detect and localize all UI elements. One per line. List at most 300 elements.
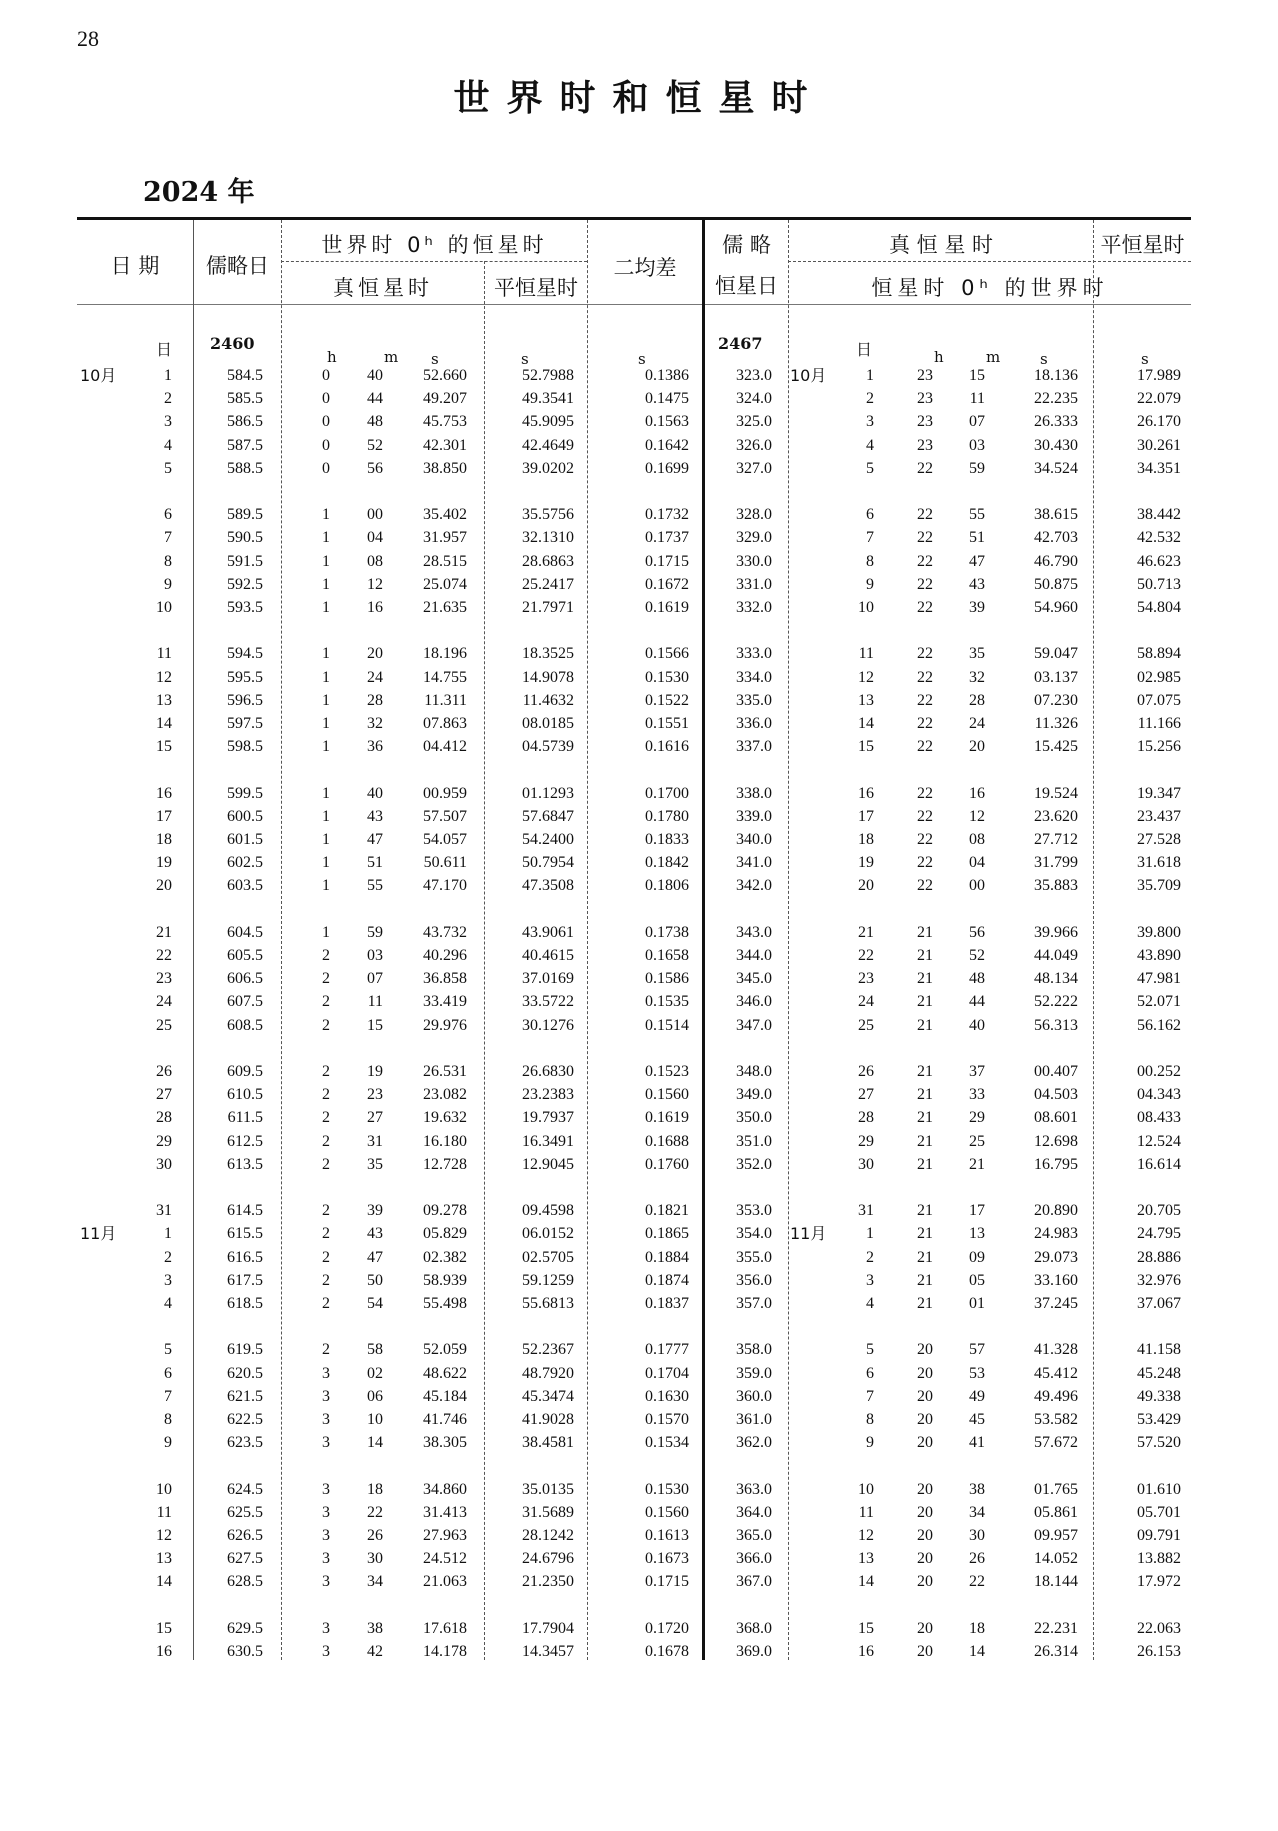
- cell-jd: 621.5: [227, 1387, 263, 1405]
- cell-uh: 23: [917, 413, 933, 431]
- cell-ms: 32.976: [1137, 1271, 1181, 1289]
- cell-ms: 16.614: [1137, 1155, 1181, 1173]
- cell-eq: 0.1737: [645, 529, 689, 547]
- cell-h: 2: [322, 1225, 330, 1243]
- cell-us: 16.795: [1034, 1155, 1078, 1173]
- cell-jd: 612.5: [227, 1132, 263, 1150]
- cell-day: 25: [156, 1016, 172, 1034]
- cell-h: 0: [322, 413, 330, 431]
- cell-s: 38.850: [423, 459, 467, 477]
- cell-ms: 22.079: [1137, 390, 1181, 408]
- cell-day: 12: [156, 1527, 172, 1544]
- table-row: [0, 828, 1278, 852]
- cell-day: 16: [156, 784, 172, 802]
- cell-uh: 22: [917, 668, 933, 686]
- cell-s: 58.939: [423, 1271, 467, 1289]
- cell-mean: 49.3541: [522, 390, 574, 408]
- cell-day: 27: [156, 1086, 172, 1104]
- cell-m: 58: [367, 1341, 383, 1359]
- cell-m: 47: [367, 1248, 383, 1266]
- cell-ms: 41.158: [1137, 1341, 1181, 1359]
- cell-um: 14: [969, 1643, 985, 1660]
- cell-day: 13: [156, 1550, 172, 1568]
- sub-jd-base: 2460: [210, 334, 255, 353]
- cell-mean: 17.7904: [522, 1619, 574, 1637]
- cell-day2: 9: [866, 575, 874, 593]
- cell-day: 9: [164, 575, 172, 593]
- page-title: 世界时和恒星时: [453, 78, 825, 119]
- cell-uh: 22: [917, 506, 933, 524]
- header-mean-sidereal-time: 平恒星时: [1100, 233, 1185, 257]
- cell-h: 1: [322, 506, 330, 524]
- cell-day2: 17: [858, 807, 874, 825]
- cell-jd: 598.5: [227, 738, 263, 756]
- cell-s: 14.178: [423, 1643, 467, 1660]
- cell-us: 35.883: [1034, 877, 1078, 895]
- cell-um: 52: [969, 947, 985, 964]
- cell-day: 1: [164, 1225, 172, 1243]
- cell-day: 16: [156, 1643, 172, 1660]
- cell-h: 3: [322, 1387, 330, 1405]
- cell-um: 08: [969, 831, 985, 848]
- cell-ms: 57.520: [1137, 1434, 1181, 1452]
- cell-ms: 58.894: [1137, 645, 1181, 663]
- cell-uh: 21: [917, 970, 933, 988]
- table-row: [0, 666, 1278, 690]
- cell-eq: 0.1821: [645, 1202, 689, 1220]
- cell-jd: 619.5: [227, 1341, 263, 1359]
- cell-mean: 40.4615: [522, 947, 574, 964]
- table-row: [0, 1547, 1278, 1571]
- cell-eq: 0.1715: [645, 552, 689, 570]
- table-row: [0, 1570, 1278, 1594]
- cell-s: 31.957: [423, 529, 467, 547]
- cell-us: 54.960: [1034, 599, 1078, 616]
- cell-s: 25.074: [423, 575, 467, 593]
- cell-jsd: 330.0: [736, 552, 772, 570]
- cell-day: 7: [164, 1387, 172, 1405]
- cell-m: 06: [367, 1387, 383, 1405]
- cell-m: 02: [367, 1364, 383, 1382]
- table-row: [0, 1501, 1278, 1525]
- cell-jsd: 369.0: [736, 1643, 772, 1660]
- table-row: [0, 1431, 1278, 1455]
- cell-jsd: 351.0: [736, 1132, 772, 1150]
- cell-m2: 11月: [790, 1224, 827, 1244]
- cell-um: 44: [969, 993, 985, 1011]
- cell-jsd: 367.0: [736, 1573, 772, 1591]
- cell-h: 2: [322, 1295, 330, 1312]
- table-row: [0, 712, 1278, 736]
- cell-mean: 04.5739: [522, 738, 574, 756]
- cell-day: 15: [156, 1619, 172, 1637]
- cell-us: 34.524: [1034, 459, 1078, 477]
- cell-day2: 3: [866, 413, 874, 431]
- table-row: [0, 387, 1278, 411]
- cell-h: 2: [322, 1155, 330, 1173]
- cell-h: 1: [322, 715, 330, 732]
- cell-eq: 0.1874: [645, 1271, 689, 1289]
- cell-day: 28: [156, 1109, 172, 1127]
- cell-day2: 15: [858, 1619, 874, 1637]
- cell-jd: 591.5: [227, 552, 263, 570]
- table-row: [0, 642, 1278, 666]
- cell-us: 30.430: [1034, 436, 1078, 454]
- cell-day: 30: [156, 1155, 172, 1173]
- cell-day: 13: [156, 691, 172, 709]
- cell-eq: 0.1658: [645, 947, 689, 964]
- cell-ms: 42.532: [1137, 529, 1181, 547]
- cell-day: 2: [164, 390, 172, 408]
- cell-jd: 615.5: [227, 1225, 263, 1243]
- table-row: [0, 1338, 1278, 1362]
- cell-m: 28: [367, 691, 383, 709]
- cell-m: 48: [367, 413, 383, 431]
- header-true-sidereal: 真恒星时: [333, 276, 433, 300]
- cell-s: 21.635: [423, 599, 467, 616]
- cell-ms: 26.170: [1137, 413, 1181, 431]
- cell-mean: 14.9078: [522, 668, 574, 686]
- cell-jsd: 355.0: [736, 1248, 772, 1266]
- cell-m: 42: [367, 1643, 383, 1660]
- cell-m: 40: [367, 784, 383, 802]
- cell-day2: 3: [866, 1271, 874, 1289]
- cell-jd: 609.5: [227, 1063, 263, 1080]
- cell-mean: 28.6863: [522, 552, 574, 570]
- table-row: [0, 1269, 1278, 1293]
- cell-m: 24: [367, 668, 383, 686]
- cell-h: 1: [322, 784, 330, 802]
- cell-m: 50: [367, 1271, 383, 1289]
- cell-day: 23: [156, 970, 172, 988]
- cell-jsd: 360.0: [736, 1387, 772, 1405]
- cell-jd: 623.5: [227, 1434, 263, 1452]
- cell-ms: 53.429: [1137, 1411, 1181, 1428]
- cell-m: 26: [367, 1527, 383, 1544]
- cell-h: 3: [322, 1434, 330, 1452]
- cell-eq: 0.1732: [645, 506, 689, 524]
- cell-h: 1: [322, 691, 330, 709]
- cell-us: 41.328: [1034, 1341, 1078, 1359]
- cell-day: 12: [156, 668, 172, 686]
- cell-um: 37: [969, 1063, 985, 1080]
- cell-day2: 20: [858, 877, 874, 895]
- cell-jd: 605.5: [227, 947, 263, 964]
- cell-m: 40: [367, 367, 383, 384]
- cell-day2: 9: [866, 1434, 874, 1452]
- cell-day: 15: [156, 738, 172, 756]
- cell-eq: 0.1551: [645, 715, 689, 732]
- cell-h: 3: [322, 1364, 330, 1382]
- sub-m: m: [986, 348, 1001, 366]
- cell-um: 56: [969, 923, 985, 941]
- table-row: [0, 1524, 1278, 1548]
- cell-day: 9: [164, 1434, 172, 1452]
- cell-jsd: 341.0: [736, 854, 772, 872]
- cell-eq: 0.1630: [645, 1387, 689, 1405]
- cell-us: 05.861: [1034, 1503, 1078, 1521]
- cell-eq: 0.1672: [645, 575, 689, 593]
- cell-um: 09: [969, 1248, 985, 1266]
- cell-mean: 32.1310: [522, 529, 574, 547]
- table-row: [0, 1060, 1278, 1084]
- cell-uh: 20: [917, 1527, 933, 1544]
- table-row: [0, 1014, 1278, 1038]
- cell-h: 1: [322, 529, 330, 547]
- cell-ms: 15.256: [1137, 738, 1181, 756]
- cell-mean: 01.1293: [522, 784, 574, 802]
- cell-m: 18: [367, 1480, 383, 1498]
- cell-day2: 13: [858, 691, 874, 709]
- cell-us: 38.615: [1034, 506, 1078, 524]
- cell-eq: 0.1642: [645, 436, 689, 454]
- cell-m: 30: [367, 1550, 383, 1568]
- table-row: [0, 364, 1278, 388]
- cell-eq: 0.1780: [645, 807, 689, 825]
- cell-day2: 7: [866, 1387, 874, 1405]
- cell-us: 03.137: [1034, 668, 1078, 686]
- cell-m: 19: [367, 1063, 383, 1080]
- cell-jd: 589.5: [227, 506, 263, 524]
- table-row: [0, 1130, 1278, 1154]
- cell-us: 57.672: [1034, 1434, 1078, 1452]
- cell-uh: 21: [917, 1063, 933, 1080]
- cell-ms: 46.623: [1137, 552, 1181, 570]
- cell-h: 2: [322, 970, 330, 988]
- cell-ms: 34.351: [1137, 459, 1181, 477]
- cell-m: 22: [367, 1503, 383, 1521]
- cell-us: 37.245: [1034, 1295, 1078, 1312]
- cell-us: 11.326: [1034, 715, 1078, 732]
- page-number: 28: [77, 26, 99, 51]
- cell-eq: 0.1884: [645, 1248, 689, 1266]
- cell-uh: 22: [917, 599, 933, 616]
- cell-m: 56: [367, 459, 383, 477]
- cell-s: 55.498: [423, 1295, 467, 1312]
- cell-um: 22: [969, 1573, 985, 1591]
- cell-day2: 5: [866, 459, 874, 477]
- cell-us: 44.049: [1034, 947, 1078, 964]
- cell-uh: 20: [917, 1364, 933, 1382]
- cell-ms: 26.153: [1137, 1643, 1181, 1660]
- cell-um: 15: [969, 367, 985, 384]
- cell-mean: 43.9061: [522, 923, 574, 941]
- table-row: [0, 596, 1278, 620]
- cell-day: 3: [164, 413, 172, 431]
- cell-uh: 22: [917, 831, 933, 848]
- table-row: [0, 1222, 1278, 1246]
- cell-jsd: 324.0: [736, 390, 772, 408]
- cell-jsd: 346.0: [736, 993, 772, 1011]
- header-equation: 二均差: [613, 256, 677, 280]
- table-row: [0, 921, 1278, 945]
- cell-us: 18.136: [1034, 367, 1078, 384]
- cell-eq: 0.1563: [645, 413, 689, 431]
- cell-day: 8: [164, 552, 172, 570]
- cell-m: 43: [367, 1225, 383, 1243]
- cell-m: 12: [367, 575, 383, 593]
- cell-ms: 17.972: [1137, 1573, 1181, 1591]
- cell-jsd: 332.0: [736, 599, 772, 616]
- cell-jsd: 340.0: [736, 831, 772, 848]
- cell-mean: 50.7954: [522, 854, 574, 872]
- cell-us: 42.703: [1034, 529, 1078, 547]
- cell-h: 2: [322, 947, 330, 964]
- cell-day: 24: [156, 993, 172, 1011]
- cell-us: 33.160: [1034, 1271, 1078, 1289]
- cell-day: 18: [156, 831, 172, 848]
- cell-jsd: 328.0: [736, 506, 772, 524]
- cell-ms: 13.882: [1137, 1550, 1181, 1568]
- cell-ms: 08.433: [1137, 1109, 1181, 1127]
- cell-um: 53: [969, 1364, 985, 1382]
- cell-day2: 8: [866, 1411, 874, 1428]
- cell-um: 32: [969, 668, 985, 686]
- cell-mean: 25.2417: [522, 575, 574, 593]
- cell-uh: 20: [917, 1503, 933, 1521]
- cell-ms: 35.709: [1137, 877, 1181, 895]
- cell-h: 2: [322, 1016, 330, 1034]
- table-row: [0, 1408, 1278, 1432]
- cell-uh: 20: [917, 1411, 933, 1428]
- header-mean-sidereal: 平恒星时: [494, 276, 578, 300]
- cell-mean: 57.6847: [522, 807, 574, 825]
- cell-uh: 22: [917, 645, 933, 663]
- cell-um: 03: [969, 436, 985, 454]
- cell-m: 35: [367, 1155, 383, 1173]
- cell-jd: 603.5: [227, 877, 263, 895]
- cell-s: 09.278: [423, 1202, 467, 1220]
- cell-day: 14: [156, 715, 172, 732]
- cell-um: 51: [969, 529, 985, 547]
- header-sidereal-at-ut0: 世界时 0ʰ 的恒星时: [321, 233, 548, 257]
- cell-month: 11月: [80, 1224, 117, 1244]
- cell-ms: 05.701: [1137, 1503, 1181, 1521]
- cell-jd: 601.5: [227, 831, 263, 848]
- cell-jsd: 363.0: [736, 1480, 772, 1498]
- cell-jd: 607.5: [227, 993, 263, 1011]
- cell-h: 1: [322, 645, 330, 663]
- cell-day2: 12: [858, 668, 874, 686]
- table-row: [0, 967, 1278, 991]
- sub-s: s: [521, 350, 529, 368]
- cell-mean: 11.4632: [522, 691, 574, 709]
- cell-day: 3: [164, 1271, 172, 1289]
- cell-jsd: 357.0: [736, 1295, 772, 1312]
- cell-mean: 31.5689: [522, 1503, 574, 1521]
- cell-m: 14: [367, 1434, 383, 1452]
- cell-eq: 0.1560: [645, 1086, 689, 1104]
- cell-um: 21: [969, 1155, 985, 1173]
- cell-us: 59.047: [1034, 645, 1078, 663]
- cell-s: 45.753: [423, 413, 467, 431]
- cell-uh: 20: [917, 1480, 933, 1498]
- cell-jsd: 350.0: [736, 1109, 772, 1127]
- cell-mean: 23.2383: [522, 1086, 574, 1104]
- cell-day: 11: [156, 645, 172, 663]
- cell-um: 00: [969, 877, 985, 895]
- cell-ms: 30.261: [1137, 436, 1181, 454]
- cell-day: 5: [164, 459, 172, 477]
- sub-s: s: [431, 350, 439, 368]
- cell-jd: 584.5: [227, 367, 263, 384]
- cell-day: 10: [156, 1480, 172, 1498]
- cell-jd: 600.5: [227, 807, 263, 825]
- cell-s: 26.531: [423, 1063, 467, 1080]
- sub-m: m: [384, 348, 399, 366]
- cell-jd: 590.5: [227, 529, 263, 547]
- cell-m: 27: [367, 1109, 383, 1127]
- sub-h: h: [327, 348, 337, 366]
- cell-jd: 616.5: [227, 1248, 263, 1266]
- cell-m: 08: [367, 552, 383, 570]
- table-row: [0, 782, 1278, 806]
- cell-us: 23.620: [1034, 807, 1078, 825]
- cell-jd: 611.5: [227, 1109, 263, 1127]
- cell-jsd: 345.0: [736, 970, 772, 988]
- cell-mean: 26.6830: [522, 1063, 574, 1080]
- cell-jsd: 347.0: [736, 1016, 772, 1034]
- cell-jd: 586.5: [227, 413, 263, 431]
- cell-mean: 35.5756: [522, 506, 574, 524]
- cell-us: 15.425: [1034, 738, 1078, 756]
- cell-jsd: 344.0: [736, 947, 772, 964]
- cell-mean: 52.7988: [522, 367, 574, 384]
- cell-mean: 02.5705: [522, 1248, 574, 1266]
- table-row: [0, 1083, 1278, 1107]
- cell-ms: 31.618: [1137, 854, 1181, 872]
- cell-day: 11: [156, 1503, 172, 1521]
- table-row: [0, 874, 1278, 898]
- cell-h: 1: [322, 599, 330, 616]
- cell-day2: 12: [858, 1527, 874, 1544]
- cell-jsd: 365.0: [736, 1527, 772, 1544]
- cell-day: 7: [164, 529, 172, 547]
- cell-s: 48.622: [423, 1364, 467, 1382]
- cell-us: 19.524: [1034, 784, 1078, 802]
- cell-mean: 28.1242: [522, 1527, 574, 1544]
- cell-mean: 21.7971: [522, 599, 574, 616]
- cell-uh: 20: [917, 1573, 933, 1591]
- table-row: [0, 735, 1278, 759]
- cell-m: 47: [367, 831, 383, 848]
- cell-us: 39.966: [1034, 923, 1078, 941]
- table-row: [0, 503, 1278, 527]
- cell-um: 20: [969, 738, 985, 756]
- table-row: [0, 851, 1278, 875]
- table-row: [0, 805, 1278, 829]
- cell-us: 01.765: [1034, 1480, 1078, 1498]
- cell-day2: 10: [858, 599, 874, 616]
- cell-day: 8: [164, 1411, 172, 1428]
- cell-day2: 5: [866, 1341, 874, 1359]
- cell-jd: 587.5: [227, 436, 263, 454]
- cell-us: 08.601: [1034, 1109, 1078, 1127]
- cell-um: 33: [969, 1086, 985, 1104]
- cell-day2: 30: [858, 1155, 874, 1173]
- cell-jsd: 339.0: [736, 807, 772, 825]
- cell-mean: 55.6813: [522, 1295, 574, 1312]
- cell-h: 3: [322, 1550, 330, 1568]
- cell-um: 12: [969, 807, 985, 825]
- cell-eq: 0.1673: [645, 1550, 689, 1568]
- cell-h: 2: [322, 1248, 330, 1266]
- cell-jd: 596.5: [227, 691, 263, 709]
- cell-day2: 6: [866, 506, 874, 524]
- cell-mean: 24.6796: [522, 1550, 574, 1568]
- cell-h: 1: [322, 854, 330, 872]
- cell-mean: 45.3474: [522, 1387, 574, 1405]
